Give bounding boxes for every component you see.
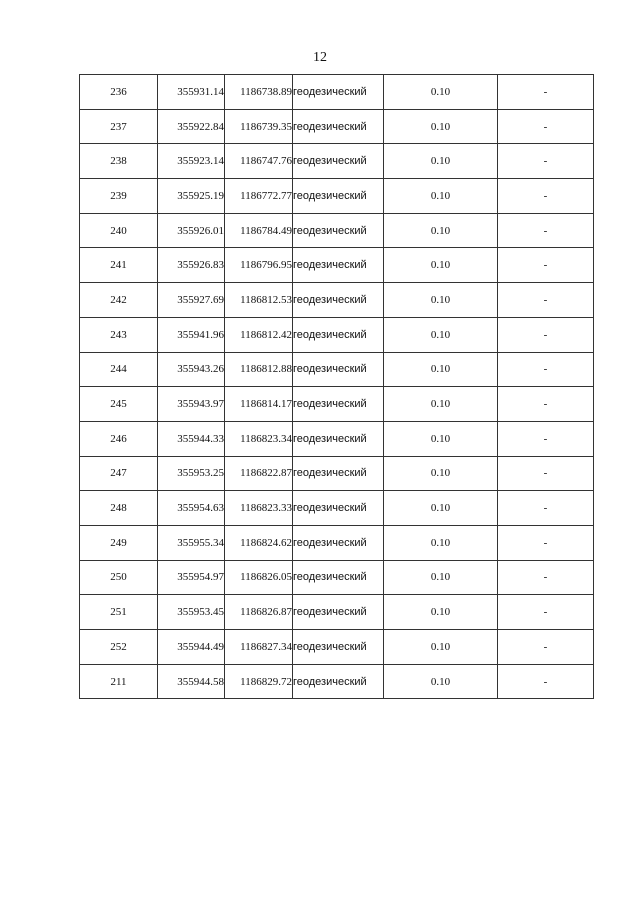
point-number-cell: 243 (80, 317, 158, 352)
x-coordinate-cell: 355944.49 (158, 630, 225, 665)
accuracy-cell: 0.10 (384, 595, 498, 630)
method-cell: геодезический (293, 664, 384, 699)
method-cell: геодезический (293, 595, 384, 630)
note-cell: - (498, 144, 594, 179)
method-cell: геодезический (293, 248, 384, 283)
y-coordinate-cell: 1186747.76 (225, 144, 293, 179)
method-cell: геодезический (293, 491, 384, 526)
point-number-cell: 236 (80, 75, 158, 110)
y-coordinate-cell: 1186812.53 (225, 283, 293, 318)
point-number-cell: 237 (80, 109, 158, 144)
table-row (80, 664, 594, 699)
point-number-cell: 244 (80, 352, 158, 387)
table-row (80, 283, 594, 318)
point-number-cell: 249 (80, 525, 158, 560)
note-cell: - (498, 179, 594, 214)
y-coordinate-cell: 1186826.87 (225, 595, 293, 630)
y-coordinate-cell: 1186814.17 (225, 387, 293, 422)
x-coordinate-cell: 355931.14 (158, 75, 225, 110)
y-coordinate-cell: 1186812.42 (225, 317, 293, 352)
x-coordinate-cell: 355943.26 (158, 352, 225, 387)
accuracy-cell: 0.10 (384, 213, 498, 248)
x-coordinate-cell: 355926.01 (158, 213, 225, 248)
coordinates-table-body (80, 75, 594, 699)
y-coordinate-cell: 1186823.34 (225, 421, 293, 456)
table-row (80, 560, 594, 595)
note-cell: - (498, 213, 594, 248)
note-cell: - (498, 248, 594, 283)
x-coordinate-cell: 355943.97 (158, 387, 225, 422)
method-cell: геодезический (293, 525, 384, 560)
x-coordinate-cell: 355941.96 (158, 317, 225, 352)
y-coordinate-cell: 1186824.62 (225, 525, 293, 560)
accuracy-cell: 0.10 (384, 560, 498, 595)
y-coordinate-cell: 1186827.34 (225, 630, 293, 665)
accuracy-cell: 0.10 (384, 491, 498, 526)
method-cell: геодезический (293, 630, 384, 665)
table-row (80, 387, 594, 422)
point-number-cell: 238 (80, 144, 158, 179)
x-coordinate-cell: 355953.45 (158, 595, 225, 630)
point-number-cell: 248 (80, 491, 158, 526)
table-row (80, 595, 594, 630)
x-coordinate-cell: 355954.97 (158, 560, 225, 595)
table-row (80, 317, 594, 352)
method-cell: геодезический (293, 387, 384, 422)
y-coordinate-cell: 1186822.87 (225, 456, 293, 491)
table-row (80, 456, 594, 491)
note-cell: - (498, 456, 594, 491)
method-cell: геодезический (293, 421, 384, 456)
y-coordinate-cell: 1186784.49 (225, 213, 293, 248)
coordinates-table (79, 74, 594, 699)
method-cell: геодезический (293, 352, 384, 387)
y-coordinate-cell: 1186826.05 (225, 560, 293, 595)
note-cell: - (498, 630, 594, 665)
accuracy-cell: 0.10 (384, 664, 498, 699)
method-cell: геодезический (293, 560, 384, 595)
table-row (80, 213, 594, 248)
point-number-cell: 252 (80, 630, 158, 665)
note-cell: - (498, 109, 594, 144)
x-coordinate-cell: 355953.25 (158, 456, 225, 491)
x-coordinate-cell: 355944.58 (158, 664, 225, 699)
y-coordinate-cell: 1186772.77 (225, 179, 293, 214)
method-cell: геодезический (293, 283, 384, 318)
table-row (80, 421, 594, 456)
table-row (80, 525, 594, 560)
table-row (80, 144, 594, 179)
table-row (80, 248, 594, 283)
method-cell: геодезический (293, 317, 384, 352)
point-number-cell: 241 (80, 248, 158, 283)
point-number-cell: 247 (80, 456, 158, 491)
point-number-cell: 239 (80, 179, 158, 214)
accuracy-cell: 0.10 (384, 456, 498, 491)
x-coordinate-cell: 355925.19 (158, 179, 225, 214)
point-number-cell: 251 (80, 595, 158, 630)
method-cell: геодезический (293, 213, 384, 248)
point-number-cell: 240 (80, 213, 158, 248)
y-coordinate-cell: 1186823.33 (225, 491, 293, 526)
table-row (80, 352, 594, 387)
point-number-cell: 242 (80, 283, 158, 318)
x-coordinate-cell: 355955.34 (158, 525, 225, 560)
note-cell: - (498, 560, 594, 595)
accuracy-cell: 0.10 (384, 630, 498, 665)
accuracy-cell: 0.10 (384, 317, 498, 352)
accuracy-cell: 0.10 (384, 352, 498, 387)
accuracy-cell: 0.10 (384, 525, 498, 560)
method-cell: геодезический (293, 109, 384, 144)
accuracy-cell: 0.10 (384, 283, 498, 318)
y-coordinate-cell: 1186812.88 (225, 352, 293, 387)
point-number-cell: 211 (80, 664, 158, 699)
note-cell: - (498, 664, 594, 699)
accuracy-cell: 0.10 (384, 421, 498, 456)
note-cell: - (498, 525, 594, 560)
accuracy-cell: 0.10 (384, 75, 498, 110)
note-cell: - (498, 491, 594, 526)
note-cell: - (498, 317, 594, 352)
method-cell: геодезический (293, 144, 384, 179)
page-number: 12 (313, 50, 327, 65)
accuracy-cell: 0.10 (384, 248, 498, 283)
x-coordinate-cell: 355927.69 (158, 283, 225, 318)
table-row (80, 75, 594, 110)
note-cell: - (498, 421, 594, 456)
note-cell: - (498, 595, 594, 630)
accuracy-cell: 0.10 (384, 144, 498, 179)
y-coordinate-cell: 1186829.72 (225, 664, 293, 699)
table-row (80, 630, 594, 665)
point-number-cell: 250 (80, 560, 158, 595)
point-number-cell: 246 (80, 421, 158, 456)
x-coordinate-cell: 355926.83 (158, 248, 225, 283)
accuracy-cell: 0.10 (384, 179, 498, 214)
method-cell: геодезический (293, 75, 384, 110)
method-cell: геодезический (293, 456, 384, 491)
note-cell: - (498, 283, 594, 318)
x-coordinate-cell: 355923.14 (158, 144, 225, 179)
accuracy-cell: 0.10 (384, 109, 498, 144)
note-cell: - (498, 352, 594, 387)
x-coordinate-cell: 355944.33 (158, 421, 225, 456)
method-cell: геодезический (293, 179, 384, 214)
table-row (80, 109, 594, 144)
accuracy-cell: 0.10 (384, 387, 498, 422)
point-number-cell: 245 (80, 387, 158, 422)
note-cell: - (498, 75, 594, 110)
table-row (80, 491, 594, 526)
x-coordinate-cell: 355954.63 (158, 491, 225, 526)
y-coordinate-cell: 1186796.95 (225, 248, 293, 283)
y-coordinate-cell: 1186739.35 (225, 109, 293, 144)
table-row (80, 179, 594, 214)
x-coordinate-cell: 355922.84 (158, 109, 225, 144)
y-coordinate-cell: 1186738.89 (225, 75, 293, 110)
note-cell: - (498, 387, 594, 422)
